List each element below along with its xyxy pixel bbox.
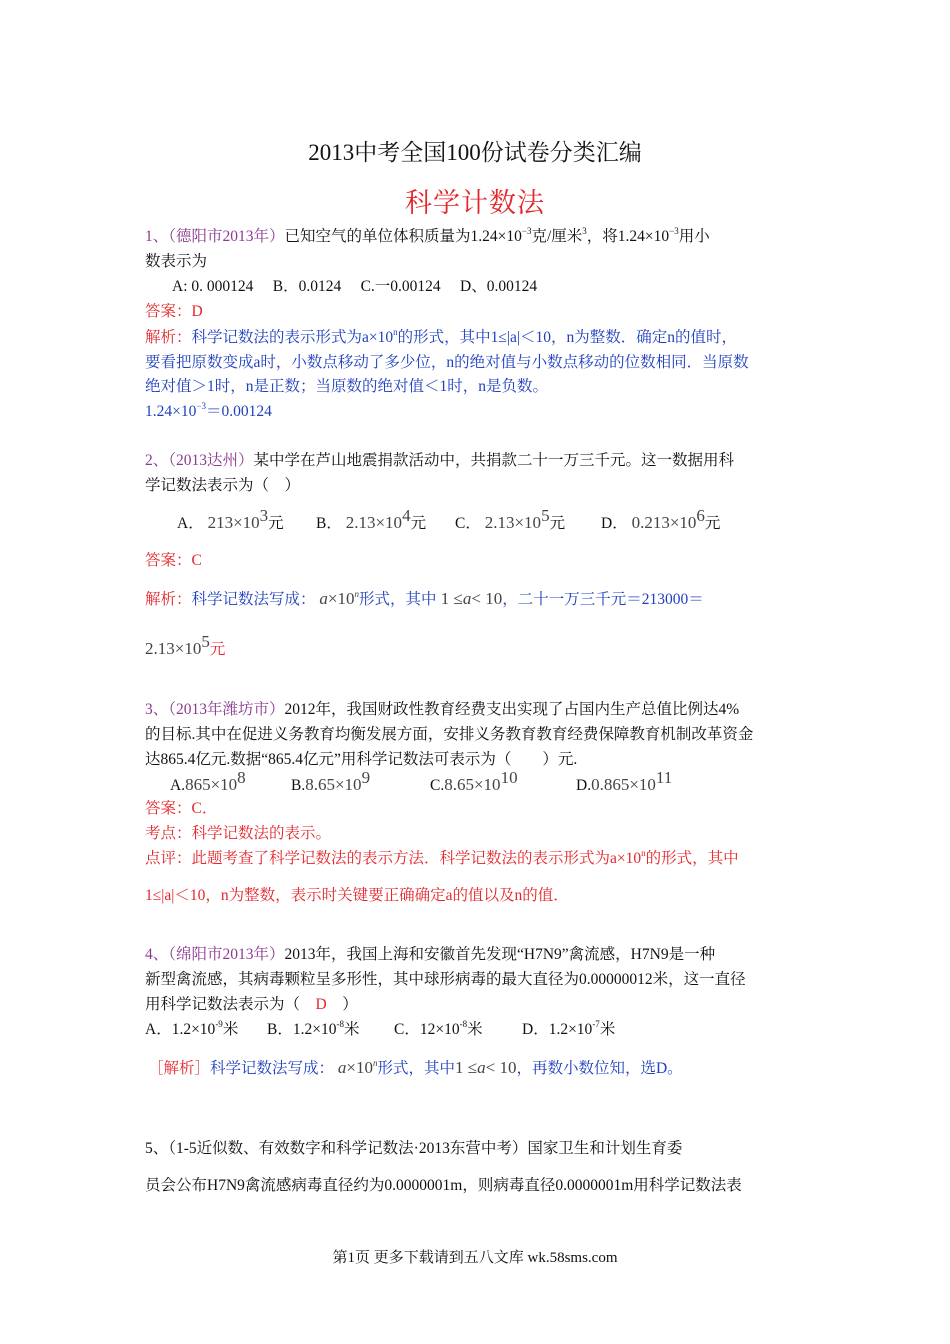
q2-option-c: C． $2.13\times 10^5$元 — [455, 506, 566, 532]
q5-source: （1-5近似数、有效数字和科学记数法·2013东营中考） — [168, 1140, 528, 1157]
q1-answer: 答案：D — [145, 303, 203, 320]
q2-analysis-result: $2.13\times 10^5$元 — [145, 632, 226, 658]
q3-stem-line1: 3、（2013年潍坊市）2012年，我国财政性教育经费支出实现了占国内生产总值比例达4% — [145, 701, 740, 718]
q4-option-d: D．$1.2\times 10^{-7}$米 — [522, 1019, 616, 1038]
q1-stem-line1: 1、（德阳市2013年）已知空气的单位体积质量为$1.24\times 10^{-3}$克/厘米$^3$，将$1.24\times 10^{-3}$用小 — [145, 226, 710, 245]
q3-option-a: $A.865\times 10^8$ — [170, 768, 246, 794]
q3-option-b: $B.8.65\times 10^9$ — [291, 768, 371, 794]
q5-number: 5、 — [145, 1140, 169, 1157]
q3-dianping-line2: 1≤|a|＜10，n为整数，表示时关键要正确确定a的值以及n的值． — [145, 887, 569, 904]
q3-stem-line2: 的目标.其中在促进义务教育均衡发展方面，安排义务教育教育经费保障教育机制改革资金 — [145, 726, 754, 743]
q4-option-b: B．$1.2\times 10^{-8}$米 — [267, 1019, 360, 1038]
q3-source: （2013年潍坊市） — [168, 701, 285, 718]
q1-number: 1、 — [145, 228, 169, 245]
q4-stem-line3: 用科学记数法表示为（ D ） — [145, 996, 358, 1013]
q5-stem-line1: 5、（1-5近似数、有效数字和科学记数法·2013东营中考）国家卫生和计划生育委 — [145, 1140, 683, 1157]
q2-source: （2013达州） — [168, 452, 254, 469]
q4-stem-line1: 4、（绵阳市2013年）2013年，我国上海和安徽首先发现“H7N9”禽流感，H7N9是一种 — [145, 946, 716, 963]
q3-option-d: $D.0.865\times 10^{11}$ — [576, 768, 673, 794]
q4-option-a: A．$1.2\times 10^{-9}$米 — [145, 1019, 239, 1038]
page-footer: 第1页 更多下载请到五八文库 wk.58sms.com — [332, 1250, 618, 1266]
q3-dianping-line1: 点评：此题考查了科学记数法的表示方法．科学记数法的表示形式为$a\times 10^n$的形式，其中 — [145, 848, 739, 867]
q4-inline-answer: D — [315, 996, 327, 1013]
q4-option-c: C．$12\times 10^{-8}$米 — [394, 1019, 483, 1038]
q2-answer: 答案：C — [145, 552, 202, 569]
q1-analysis-line1: 解析：科学记数法的表示形式为$a\times 10^n$的形式，其中1≤|a|＜10，n为整数．确定n的值时， — [145, 327, 737, 346]
q3-kaodian: 考点：科学记数法的表示。 — [145, 825, 332, 842]
q4-source: （绵阳市2013年） — [168, 946, 285, 963]
q4-analysis: ［解析］科学记数法写成： $a\times 10^n$形式，其中1 ≤a< 10，再数小数位知，选D。 — [148, 1058, 683, 1077]
section-title: 科学计数法 — [405, 188, 545, 218]
q2-stem-line2: 学记数法表示为（ ） — [145, 477, 301, 494]
q2-option-b: B． $2.13\times 10^4$元 — [316, 506, 427, 532]
q3-option-c: $C.8.65\times 10^{10}$ — [430, 768, 518, 794]
q3-number: 3、 — [145, 701, 169, 718]
q1-analysis-line3: 绝对值＞1时，n是正数；当原数的绝对值＜1时，n是负数。 — [145, 378, 549, 395]
q3-answer: 答案：C． — [145, 800, 218, 817]
q1-calculation: $1.24\times 10^{-3}=0.00124$ — [145, 401, 272, 420]
q2-stem-line1: 2、（2013达州）某中学在芦山地震捐款活动中，共捐款二十一万三千元。这一数据用科 — [145, 452, 735, 469]
q4-number: 4、 — [145, 946, 169, 963]
q2-options — [177, 506, 845, 534]
q1-stem-line2: 数表示为 — [145, 253, 208, 270]
page-title: 2013中考全国100份试卷分类汇编 — [308, 140, 642, 165]
q1-analysis-line2: 要看把原数变成a时，小数点移动了多少位，n的绝对值与小数点移动的位数相同．当原数 — [145, 354, 749, 371]
q2-analysis-line1: 解析：科学记数法写成： $a\times 10^n$形式，其中 1 ≤a< 10，二十一万三千元＝213000＝ — [145, 589, 704, 608]
q1-source: （德阳市2013年） — [168, 228, 285, 245]
q4-stem-line2: 新型禽流感，其病毒颗粒呈多形性，其中球形病毒的最大直径为0.00000012米，这一直径 — [145, 971, 746, 988]
q5-stem-line2: 员会公布H7N9禽流感病毒直径约为0.0000001m，则病毒直径0.0000001m用科学记数法表 — [145, 1177, 742, 1194]
q4-options — [145, 1020, 813, 1040]
q1-options: A: 0. 000124 B．0.0124 C.一0.00124 D、0.00124 — [172, 278, 538, 295]
q3-options — [170, 768, 838, 796]
q2-option-d: D． $0.213\times 10^6$元 — [601, 506, 721, 532]
q2-option-a: A． $213\times 10^3$元 — [177, 506, 284, 532]
q2-number: 2、 — [145, 452, 169, 469]
q3-stem-line3: 达865.4亿元.数据“865.4亿元”用科学记数法可表示为（ ）元. — [145, 751, 578, 768]
